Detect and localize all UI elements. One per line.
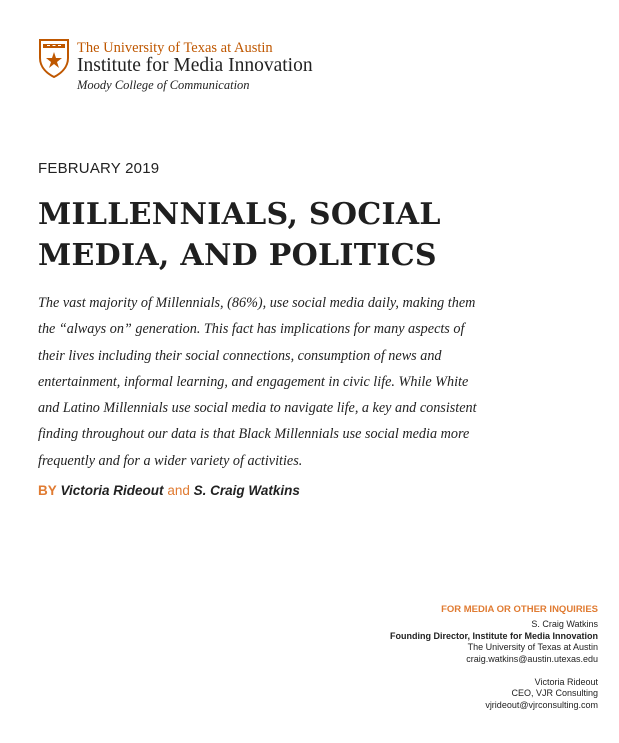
contact-2-title: CEO, VJR Consulting — [511, 688, 598, 699]
contact-2-email[interactable]: vjrideout@vjrconsulting.com — [485, 699, 598, 710]
institute-header — [38, 38, 378, 98]
byline-and: and — [167, 483, 190, 498]
contact-1-title: Founding Director, Institute for Media Innovation — [390, 630, 598, 641]
contact-2-name: Victoria Rideout — [534, 677, 598, 688]
byline — [38, 483, 300, 498]
report-abstract: The vast majority of Millennials, (86%), use social media daily, making them the “always on” generation. This fact has implications for many aspects of their lives including their social connections, consumption of news and entertainment, informal learning, and engagement in civic life. While White and Latino Millennials use social media to navigate life, a key and consistent finding throughout our data is that Black Millennials use social media more frequently and for a wider variety of activities. — [38, 295, 477, 469]
college-name: Moody College of Communication — [77, 78, 250, 92]
institute-name: Institute for Media Innovation — [77, 55, 313, 76]
university-name: The University of Texas at Austin — [77, 40, 273, 56]
contact-heading: FOR MEDIA OR OTHER INQUIRIES — [441, 604, 598, 615]
byline-by: BY — [38, 483, 57, 498]
contact-1-name: S. Craig Watkins — [531, 619, 598, 630]
contact-1-org: The University of Texas at Austin — [467, 642, 598, 653]
contact-1-email[interactable]: craig.watkins@austin.utexas.edu — [466, 653, 598, 664]
author-1: Victoria Rideout — [60, 483, 164, 498]
author-2: S. Craig Watkins — [193, 483, 300, 498]
ut-seal-icon — [38, 38, 70, 78]
report-date: FEBRUARY 2019 — [38, 160, 160, 177]
title-line-2: MEDIA, AND POLITICS — [38, 238, 437, 273]
title-line-1: MILLENNIALS, SOCIAL — [38, 197, 441, 232]
media-contact-block — [298, 604, 598, 711]
report-title — [38, 194, 508, 276]
